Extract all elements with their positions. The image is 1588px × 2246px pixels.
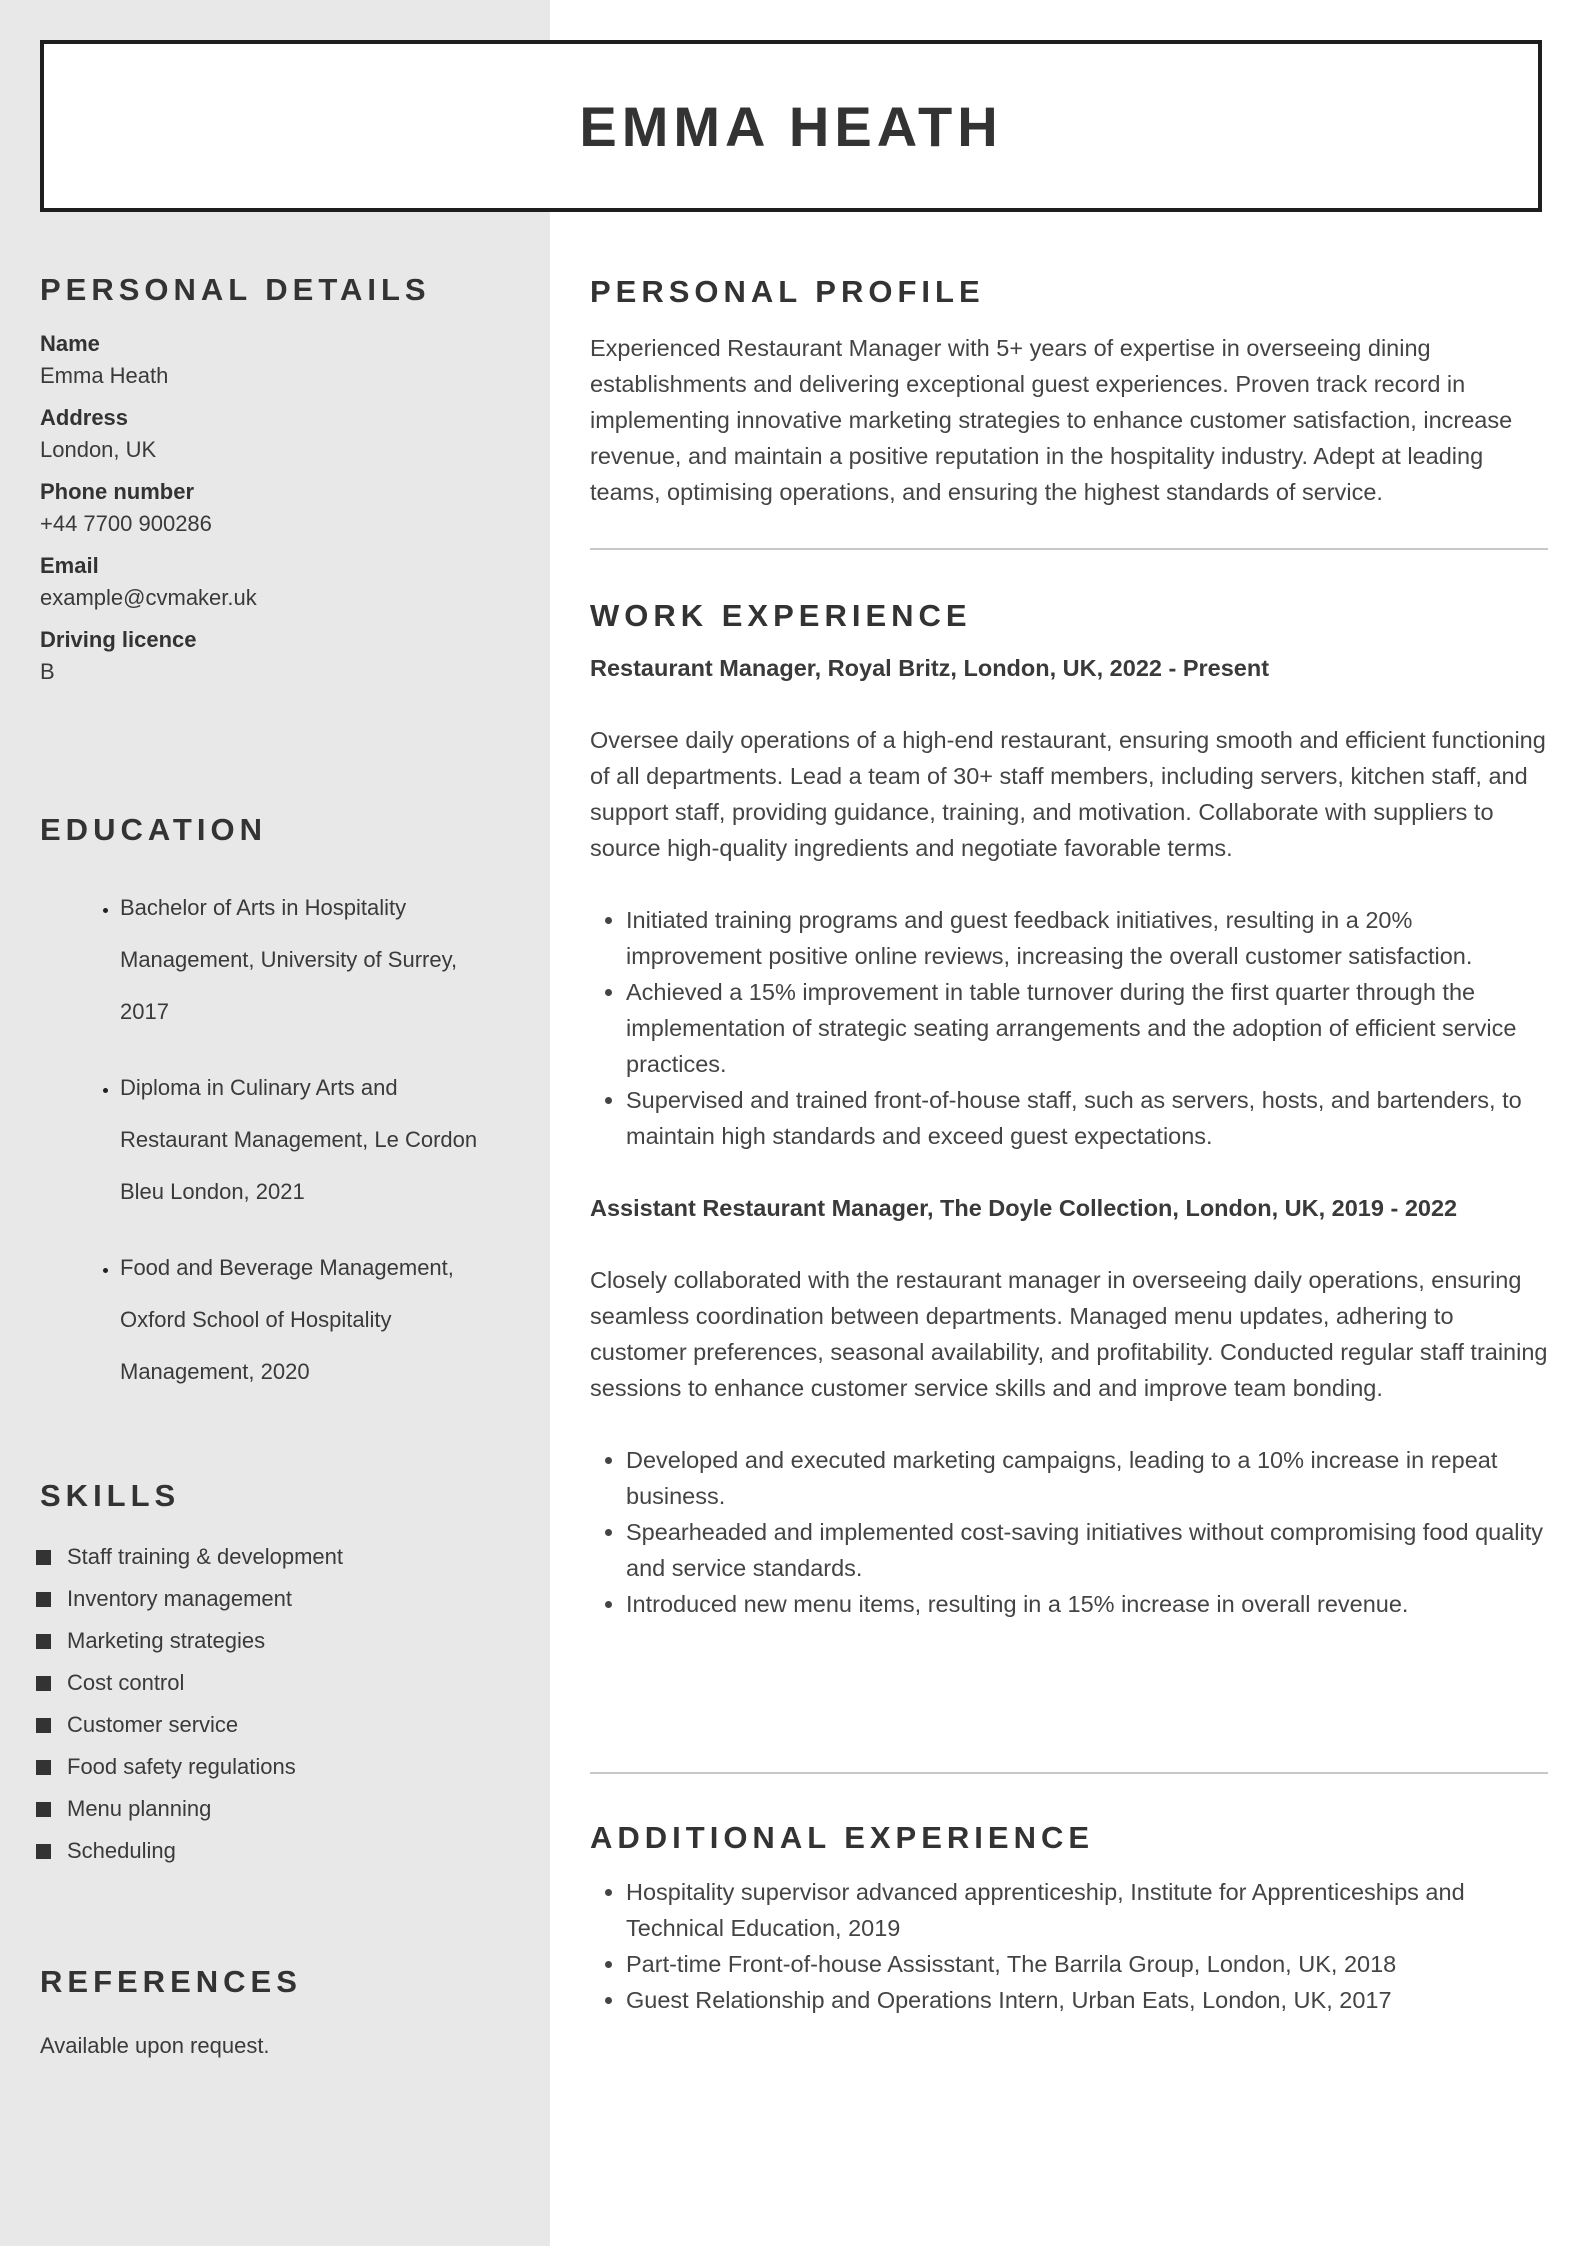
work-experience-title: WORK EXPERIENCE xyxy=(590,598,972,633)
detail-email xyxy=(40,550,500,614)
section-divider xyxy=(590,548,1548,550)
detail-label: Name xyxy=(40,331,100,356)
skills-section xyxy=(40,1478,500,1872)
skill-label: Marketing strategies xyxy=(67,1628,266,1653)
detail-value: London, UK xyxy=(40,437,157,462)
detail-name xyxy=(40,328,500,392)
name-header xyxy=(40,40,1542,212)
square-bullet-icon xyxy=(36,1802,51,1817)
detail-label: Email xyxy=(40,553,99,578)
education-section xyxy=(40,812,500,1422)
skill-label: Customer service xyxy=(67,1712,239,1737)
skill-label: Staff training & development xyxy=(67,1544,343,1569)
square-bullet-icon xyxy=(36,1718,51,1733)
additional-experience-title: ADDITIONAL EXPERIENCE xyxy=(590,1820,1095,1855)
achievement-item: • Developed and executed marketing campaigns, leading to a 10% increase in repeat business. xyxy=(626,1442,1548,1514)
detail-value: B xyxy=(40,659,55,684)
additional-experience-list xyxy=(590,1874,1548,2018)
job-heading: Restaurant Manager, Royal Britz, London, UK, 2022 - Present xyxy=(590,655,1270,681)
square-bullet-icon xyxy=(36,1676,51,1691)
detail-value: example@cvmaker.uk xyxy=(40,585,257,610)
skill-label: Cost control xyxy=(67,1670,185,1695)
education-title: EDUCATION xyxy=(40,812,267,847)
detail-address xyxy=(40,402,500,466)
job-description: Oversee daily operations of a high-end restaurant, ensuring smooth and efficient functioning of all departments. Lead a team of 30+ staff members, including servers, kitchen staff, and support staff, providing guidance, training, and motivation. Collaborate with suppliers to source high-quality ingredients and negotiate favorable terms. xyxy=(590,727,1546,861)
work-experience-section xyxy=(590,598,1548,1622)
skill-label: Inventory management xyxy=(67,1586,293,1611)
detail-value: +44 7700 900286 xyxy=(40,511,212,536)
candidate-name: EMMA HEATH xyxy=(579,94,1003,158)
skill-item xyxy=(40,1620,500,1662)
achievement-item: • Introduced new menu items, resulting in a 15% increase in overall revenue. xyxy=(626,1586,1548,1622)
personal-details-section xyxy=(40,272,500,698)
skill-label: Food safety regulations xyxy=(67,1754,296,1779)
references-text: Available upon request. xyxy=(40,2033,270,2058)
personal-details-title: PERSONAL DETAILS xyxy=(40,272,431,307)
skill-item xyxy=(40,1746,500,1788)
additional-experience-section xyxy=(590,1820,1548,2018)
education-list xyxy=(40,882,500,1398)
skill-item xyxy=(40,1830,500,1872)
additional-experience-item: • Guest Relationship and Operations Intern, Urban Eats, London, UK, 2017 xyxy=(626,1982,1548,2018)
references-section xyxy=(40,1964,500,2062)
square-bullet-icon xyxy=(36,1592,51,1607)
detail-value: Emma Heath xyxy=(40,363,169,388)
job-description: Closely collaborated with the restaurant manager in overseeing daily operations, ensuring seamless coordination between departments. Managed menu updates, adhering to customer preferences, seasonal availability, and profitability. Conducted regular staff training sessions to enhance customer service skills and and improve team bonding. xyxy=(590,1267,1548,1401)
achievement-item: • Spearheaded and implemented cost-saving initiatives without compromising food quality and service standards. xyxy=(626,1514,1548,1586)
skill-item xyxy=(40,1704,500,1746)
personal-profile-section xyxy=(590,274,1548,510)
achievement-item: • Initiated training programs and guest feedback initiatives, resulting in a 20% improvement positive online reviews, increasing the overall customer satisfaction. xyxy=(626,902,1548,974)
square-bullet-icon xyxy=(36,1550,51,1565)
detail-label: Driving licence xyxy=(40,627,197,652)
square-bullet-icon xyxy=(36,1760,51,1775)
skill-item xyxy=(40,1536,500,1578)
section-divider xyxy=(590,1772,1548,1774)
achievement-item: • Supervised and trained front-of-house staff, such as servers, hosts, and bartenders, to maintain high standards and exceed guest expectations. xyxy=(626,1082,1548,1154)
job-achievements xyxy=(590,1442,1548,1622)
detail-label: Phone number xyxy=(40,479,195,504)
references-title: REFERENCES xyxy=(40,1964,302,1999)
skill-label: Scheduling xyxy=(67,1838,176,1863)
skill-item xyxy=(40,1788,500,1830)
additional-experience-item: • Part-time Front-of-house Assisstant, The Barrila Group, London, UK, 2018 xyxy=(626,1946,1548,1982)
achievement-item: • Achieved a 15% improvement in table turnover during the first quarter through the implementation of strategic seating arrangements and the adoption of efficient service practices. xyxy=(626,974,1548,1082)
skills-title: SKILLS xyxy=(40,1478,181,1513)
additional-experience-item: • Hospitality supervisor advanced apprenticeship, Institute for Apprenticeships and Technical Education, 2019 xyxy=(626,1874,1548,1946)
skill-item xyxy=(40,1662,500,1704)
detail-driving-licence xyxy=(40,624,500,688)
job-heading: Assistant Restaurant Manager, The Doyle Collection, London, UK, 2019 - 2022 xyxy=(590,1195,1458,1221)
skills-list xyxy=(40,1536,500,1872)
square-bullet-icon xyxy=(36,1634,51,1649)
detail-phone xyxy=(40,476,500,540)
skill-label: Menu planning xyxy=(67,1796,212,1821)
square-bullet-icon xyxy=(36,1844,51,1859)
profile-text: Experienced Restaurant Manager with 5+ years of expertise in overseeing dining establishments and delivering exceptional guest experiences. Proven track record in implementing innovative marketing strategies to enhance customer satisfaction, increase revenue, and maintain a positive reputation in the hospitality industry. Adept at leading teams, optimising operations, and ensuring the highest standards of service. xyxy=(590,335,1513,505)
education-item: • Diploma in Culinary Arts and Restaurant Management, Le Cordon Bleu London, 2021 xyxy=(120,1062,500,1218)
job-achievements xyxy=(590,902,1548,1154)
skill-item xyxy=(40,1578,500,1620)
education-item: • Bachelor of Arts in Hospitality Management, University of Surrey, 2017 xyxy=(120,882,500,1038)
detail-label: Address xyxy=(40,405,129,430)
personal-profile-title: PERSONAL PROFILE xyxy=(590,274,985,309)
education-item: • Food and Beverage Management, Oxford School of Hospitality Management, 2020 xyxy=(120,1242,500,1398)
